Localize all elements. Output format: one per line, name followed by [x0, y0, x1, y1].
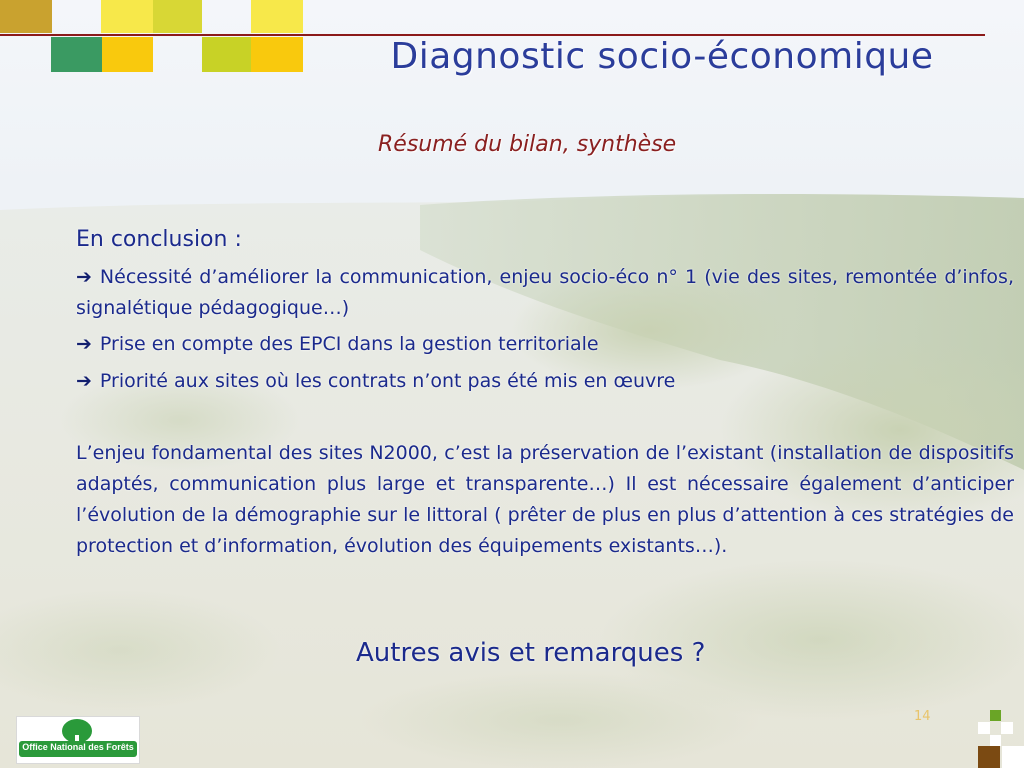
deco-square: [978, 722, 990, 734]
main-paragraph: L’enjeu fondamental des sites N2000, c’est la préservation de l’existant (installation de dispositifs adaptés, communication plus large et transparente…) Il est nécessaire également d’anticiper l’évolution de la démographie sur le littoral ( prêter de plus en plus d’attention à ces stratégies de protection et d’information, évolution des équipements existants…).: [76, 442, 1014, 557]
page-number: 14: [914, 709, 931, 724]
deco-square: [978, 746, 1000, 768]
bullet-text: Priorité aux sites où les contrats n’ont pas été mis en œuvre: [99, 370, 676, 392]
deco-square: [1002, 746, 1024, 768]
bullet-text: Prise en compte des EPCI dans la gestion territoriale: [99, 333, 599, 355]
onf-logo: [16, 716, 140, 764]
deco-square: [101, 0, 153, 33]
deco-square: [1001, 722, 1013, 734]
bullet-text: Nécessité d’améliorer la communication, enjeu socio-éco n° 1 (vie des sites, remontée d’infos, signalétique pédagogique…): [76, 266, 1014, 319]
arrow-right-icon: ➔: [76, 266, 92, 288]
logo-text: Office National des Forêts: [22, 742, 134, 752]
conclusion-heading: En conclusion :: [76, 227, 242, 252]
bullet-3: [76, 366, 1014, 397]
closing-question: Autres avis et remarques ?: [356, 638, 706, 668]
page-subtitle: Résumé du bilan, synthèse: [378, 132, 677, 157]
deco-square: [990, 710, 1001, 721]
deco-square: [153, 0, 202, 33]
bullet-2: [76, 329, 1014, 360]
bullet-1: [76, 262, 1014, 324]
deco-square: [0, 0, 52, 33]
page-title: Diagnostic socio-économique: [390, 36, 934, 77]
tree-icon: [17, 717, 139, 763]
arrow-right-icon: ➔: [76, 333, 92, 355]
arrow-right-icon: ➔: [76, 370, 92, 392]
deco-square: [990, 735, 1001, 746]
deco-square: [251, 0, 303, 33]
